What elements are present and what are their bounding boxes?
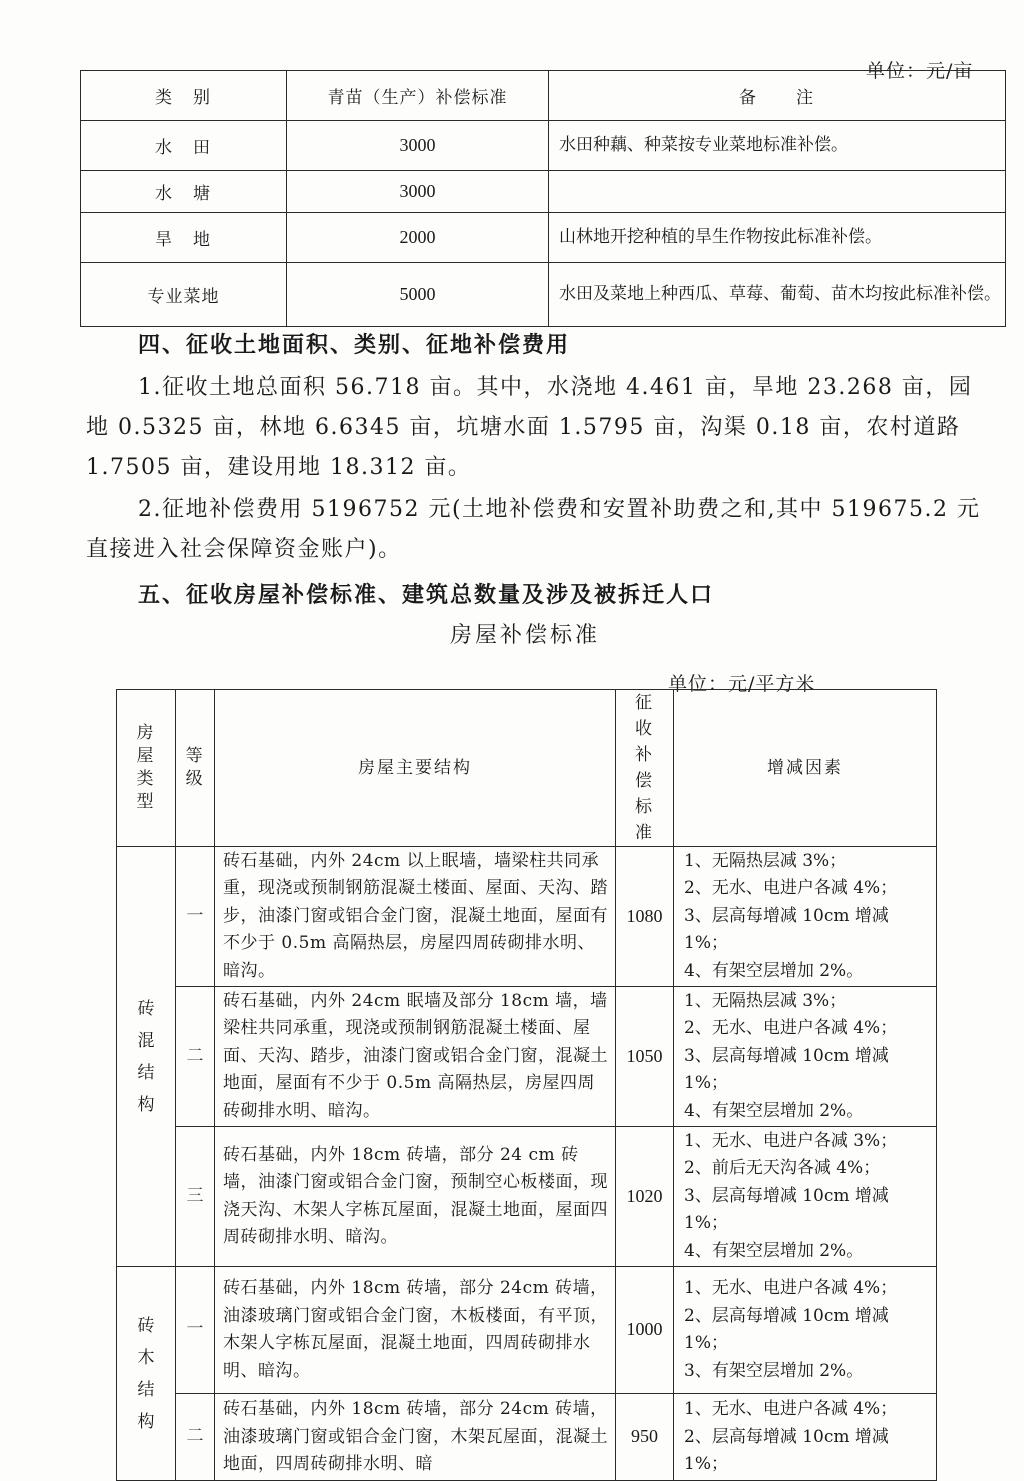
house-compensation-table [116, 689, 937, 1481]
factors-cell [674, 987, 937, 1127]
header-standard: 征收补偿标准 [634, 693, 654, 843]
structure-cell: 砖石基础，内外 24cm 眠墙及部分 18cm 墙，墙梁柱共同承重，现浇或预制钢筋混凝土楼面、屋面、天沟、踏步，油漆门窗或铝合金门窗，混凝土地面，屋面有不少于 0.5m 高隔热层，房屋四周砖砌排水明、暗沟。 [215, 987, 616, 1127]
structure-cell: 砖石基础，内外 18cm 砖墙，部分 24 cm 砖墙，油漆门窗或铝合金门窗，预制空心板楼面，现浇天沟、木架人字栋瓦屋面，混凝土地面，屋面四周砖砌排水明、暗沟。 [215, 1127, 616, 1267]
house-type-brick-wood: 砖木结构 [137, 1315, 155, 1432]
factor-item: 4、有架空层增加 2%。 [684, 1240, 864, 1261]
factor-item: 4、有架空层增加 2%。 [684, 1100, 864, 1121]
factor-item: 2、层高每增减 10cm 增减 1%； [684, 1426, 889, 1474]
factor-item: 1、无水、电进户各减 4%； [684, 1278, 898, 1298]
house-table-unit: 单位：元/平方米 [668, 673, 816, 695]
structure-cell: 砖石基础，内外 18cm 砖墙，部分 24cm 砖墙，油漆玻璃门窗或铝合金门窗，木板楼面，有平顶，木架人字栋瓦屋面，混凝土地面，四周砖砌排水明、暗沟。 [215, 1267, 616, 1394]
factors-cell [674, 1267, 937, 1394]
table-header-row [81, 71, 1006, 121]
row-standard: 5000 [287, 263, 549, 327]
row-note [549, 171, 1006, 213]
section4-paragraph2: 2.征地补偿费用 5196752 元(土地补偿费和安置补助费之和,其中 519675.2 元直接进入社会保障资金账户)。 [86, 497, 981, 562]
structure-cell: 砖石基础，内外 24cm 以上眠墙，墙梁柱共同承重，现浇或预制钢筋混凝土楼面、屋面、天沟、踏步，油漆门窗或铝合金门窗，混凝土地面，屋面有不少于 0.5m 高隔热层，房屋四周砖砌排水明、暗沟。 [215, 847, 616, 987]
header-note: 备 注 [549, 71, 1006, 121]
standard-cell: 950 [616, 1394, 674, 1481]
crop-compensation-table [80, 70, 1006, 327]
standard-cell: 1080 [616, 847, 674, 987]
row-type: 水 田 [81, 121, 287, 171]
row-standard: 3000 [287, 171, 549, 213]
row-note: 山林地开挖种植的旱生作物按此标准补偿。 [549, 213, 1006, 263]
factor-item: 3、层高每增减 10cm 增减 1%； [684, 1185, 889, 1234]
grade-cell: 二 [176, 1394, 215, 1481]
row-note: 水田种藕、种菜按专业菜地标准补偿。 [549, 121, 1006, 171]
factor-item: 2、无水、电进户各减 4%； [684, 878, 898, 899]
factor-item: 3、层高每增减 10cm 增减 1%； [684, 1045, 889, 1094]
table-row [81, 263, 1006, 327]
top-unit-label: 单位：元/亩 [866, 60, 974, 82]
table-row [117, 847, 937, 987]
header-factors: 增减因素 [674, 690, 937, 847]
table-header-row [117, 690, 937, 847]
factor-item: 1、无隔热层减 3%； [684, 850, 847, 871]
section4-heading: 四、征收土地面积、类别、征地补偿费用 [138, 332, 571, 358]
grade-cell: 一 [176, 847, 215, 987]
grade-cell: 一 [176, 1267, 215, 1394]
factors-cell [674, 1394, 937, 1481]
table-row [117, 1394, 937, 1481]
header-category: 类 别 [81, 71, 287, 121]
structure-cell: 砖石基础，内外 18cm 砖墙，部分 24cm 砖墙，油漆玻璃门窗或铝合金门窗，木架瓦屋面，混凝土地面，四周砖砌排水明、暗 [215, 1394, 616, 1481]
row-standard: 2000 [287, 213, 549, 263]
standard-cell: 1020 [616, 1127, 674, 1267]
factor-item: 1、无水、电进户各减 3%； [684, 1130, 898, 1151]
grade-cell: 三 [176, 1127, 215, 1267]
factor-item: 1、无水、电进户各减 4%； [684, 1399, 898, 1419]
factor-item: 2、层高每增减 10cm 增减 1%； [684, 1305, 889, 1353]
house-type-brick-concrete: 砖混结构 [137, 998, 155, 1115]
table-row [117, 1267, 937, 1394]
factor-item: 4、有架空层增加 2%。 [684, 960, 864, 981]
row-type: 专业菜地 [81, 263, 287, 327]
table-row [117, 1127, 937, 1267]
factors-cell [674, 847, 937, 987]
factors-cell [674, 1127, 937, 1267]
header-house-type: 房屋类型 [136, 723, 156, 812]
standard-cell: 1000 [616, 1267, 674, 1394]
factor-item: 1、无隔热层减 3%； [684, 990, 847, 1011]
header-standard: 青苗（生产）补偿标准 [287, 71, 549, 121]
header-structure: 房屋主要结构 [215, 690, 616, 847]
table-row [81, 121, 1006, 171]
row-type: 水 塘 [81, 171, 287, 213]
factor-item: 3、层高每增减 10cm 增减 1%； [684, 905, 889, 954]
factor-item: 3、有架空层增加 2%。 [684, 1360, 864, 1381]
standard-cell: 1050 [616, 987, 674, 1127]
factor-item: 2、无水、电进户各减 4%； [684, 1018, 898, 1039]
row-standard: 3000 [287, 121, 549, 171]
row-type: 旱 地 [81, 213, 287, 263]
grade-cell: 二 [176, 987, 215, 1127]
table-row [81, 213, 1006, 263]
header-grade: 等级 [185, 746, 205, 789]
factor-item: 2、前后无天沟各减 4%； [684, 1158, 881, 1179]
section4-paragraph1: 1.征收土地总面积 56.718 亩。其中，水浇地 4.461 亩，旱地 23.268 亩，园地 0.5325 亩，林地 6.6345 亩，坑塘水面 1.5795 亩，沟渠 0.18 亩，农村道路 1.7505 亩，建设用地 18.312 亩。 [86, 375, 973, 480]
house-table-title: 房屋补偿标准 [449, 623, 600, 648]
table-row [81, 171, 1006, 213]
section5-heading: 五、征收房屋补偿标准、建筑总数量及涉及被拆迁人口 [138, 582, 715, 608]
row-note: 水田及菜地上种西瓜、草莓、葡萄、苗木均按此标准补偿。 [549, 263, 1006, 327]
table-row [117, 987, 937, 1127]
